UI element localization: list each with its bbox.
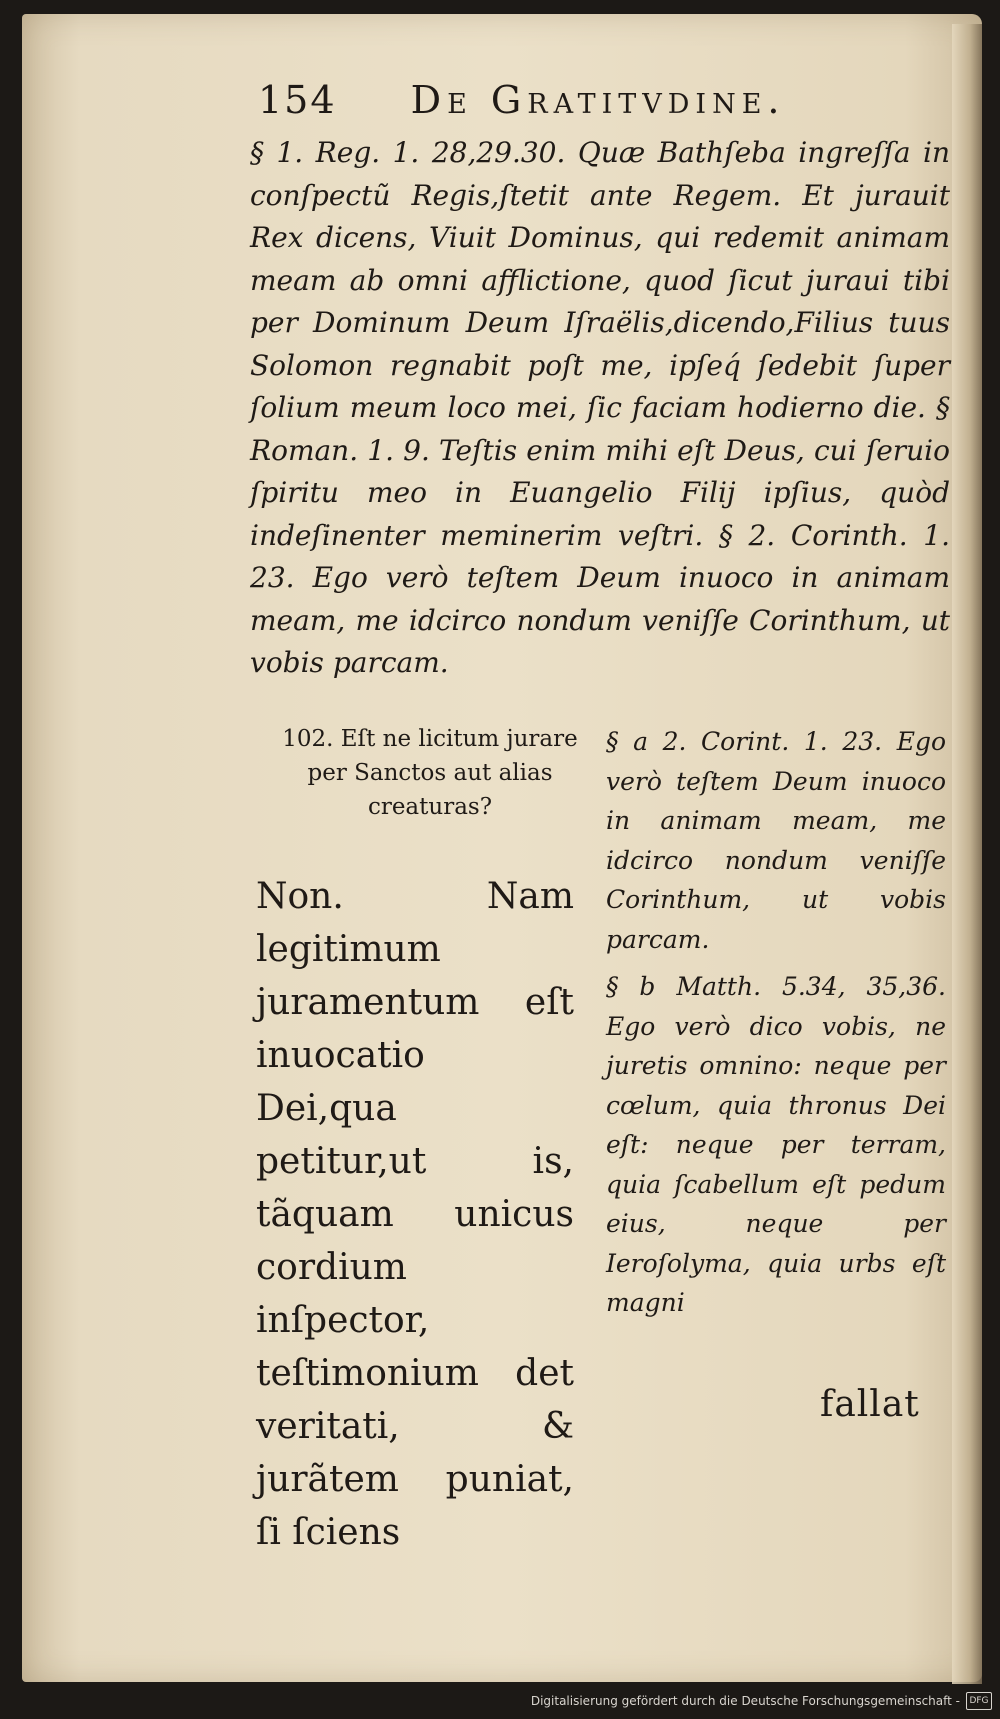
- question-text: 102. Eſt ne licitum jurare per Sanctos aut alias creaturas?: [282, 726, 578, 820]
- top-citation-text: § 1. Reg. 1. 28,29.30. Quæ Bathſeba ingreſſa in conſpectũ Regis,ſtetit ante Regem. Et jurauit Rex dicens, Viuit Dominus, qui redemit animam meam ab omni afflictione, quod ſicut juraui tibi per Dominum Deum Iſraëlis,dicendo,Filius tuus Solomon regnabit poſt me, ipſeq́ ſedebit ſuper ſolium meum loco mei, ſic faciam hodierno die. § Roman. 1. 9. Teſtis enim mihi eſt Deus, cui ſeruio ſpiritu meo in Euangelio Filij ipſius, quòd indeſinenter meminerim veſtri. § 2. Corinth. 1. 23. Ego verò teſtem Deum inuoco in animam meam, me idcirco nondum veniſſe Corinthum, ut vobis parcam.: [250, 136, 950, 679]
- note-a: § a 2. Corint. 1. 23. Ego verò teſtem Deum inuoco in animam meam, me idcirco nondum veniſſe Corinthum, ut vobis parcam.: [606, 727, 946, 954]
- page-edge-shadow: [952, 24, 982, 1684]
- answer-column: [256, 870, 574, 1559]
- page-number: 154: [258, 78, 337, 122]
- catchword: fallat: [820, 1384, 920, 1425]
- answer-text: Non. Nam legitimum juramentum eſt inuocatio Dei,qua petitur,ut is, tãquam unicus cordium inſpector, teſtimonium det veritati, & jurãtem puniat, ſi ſciens: [256, 876, 574, 1553]
- dfg-logo: DFG: [966, 1692, 992, 1710]
- footer-credit: Digitalisierung gefördert durch die Deutsche Forschungsgemeinschaft -: [530, 1694, 960, 1708]
- running-title: De Gratitvdine.: [410, 78, 786, 122]
- running-head: [258, 78, 786, 122]
- top-citation-block: [250, 132, 950, 685]
- question-102: [272, 722, 588, 824]
- marginal-notes: [606, 722, 946, 1331]
- digitization-footer: [531, 1689, 992, 1713]
- note-b: § b Matth. 5.34, 35,36. Ego verò dico vobis, ne juretis omnino: neque per cœlum, quia thronus Dei eſt: neque per terram, quia ſcabellum eſt pedum eius, neque per Ieroſolyma, quia urbs eſt magni: [606, 972, 946, 1317]
